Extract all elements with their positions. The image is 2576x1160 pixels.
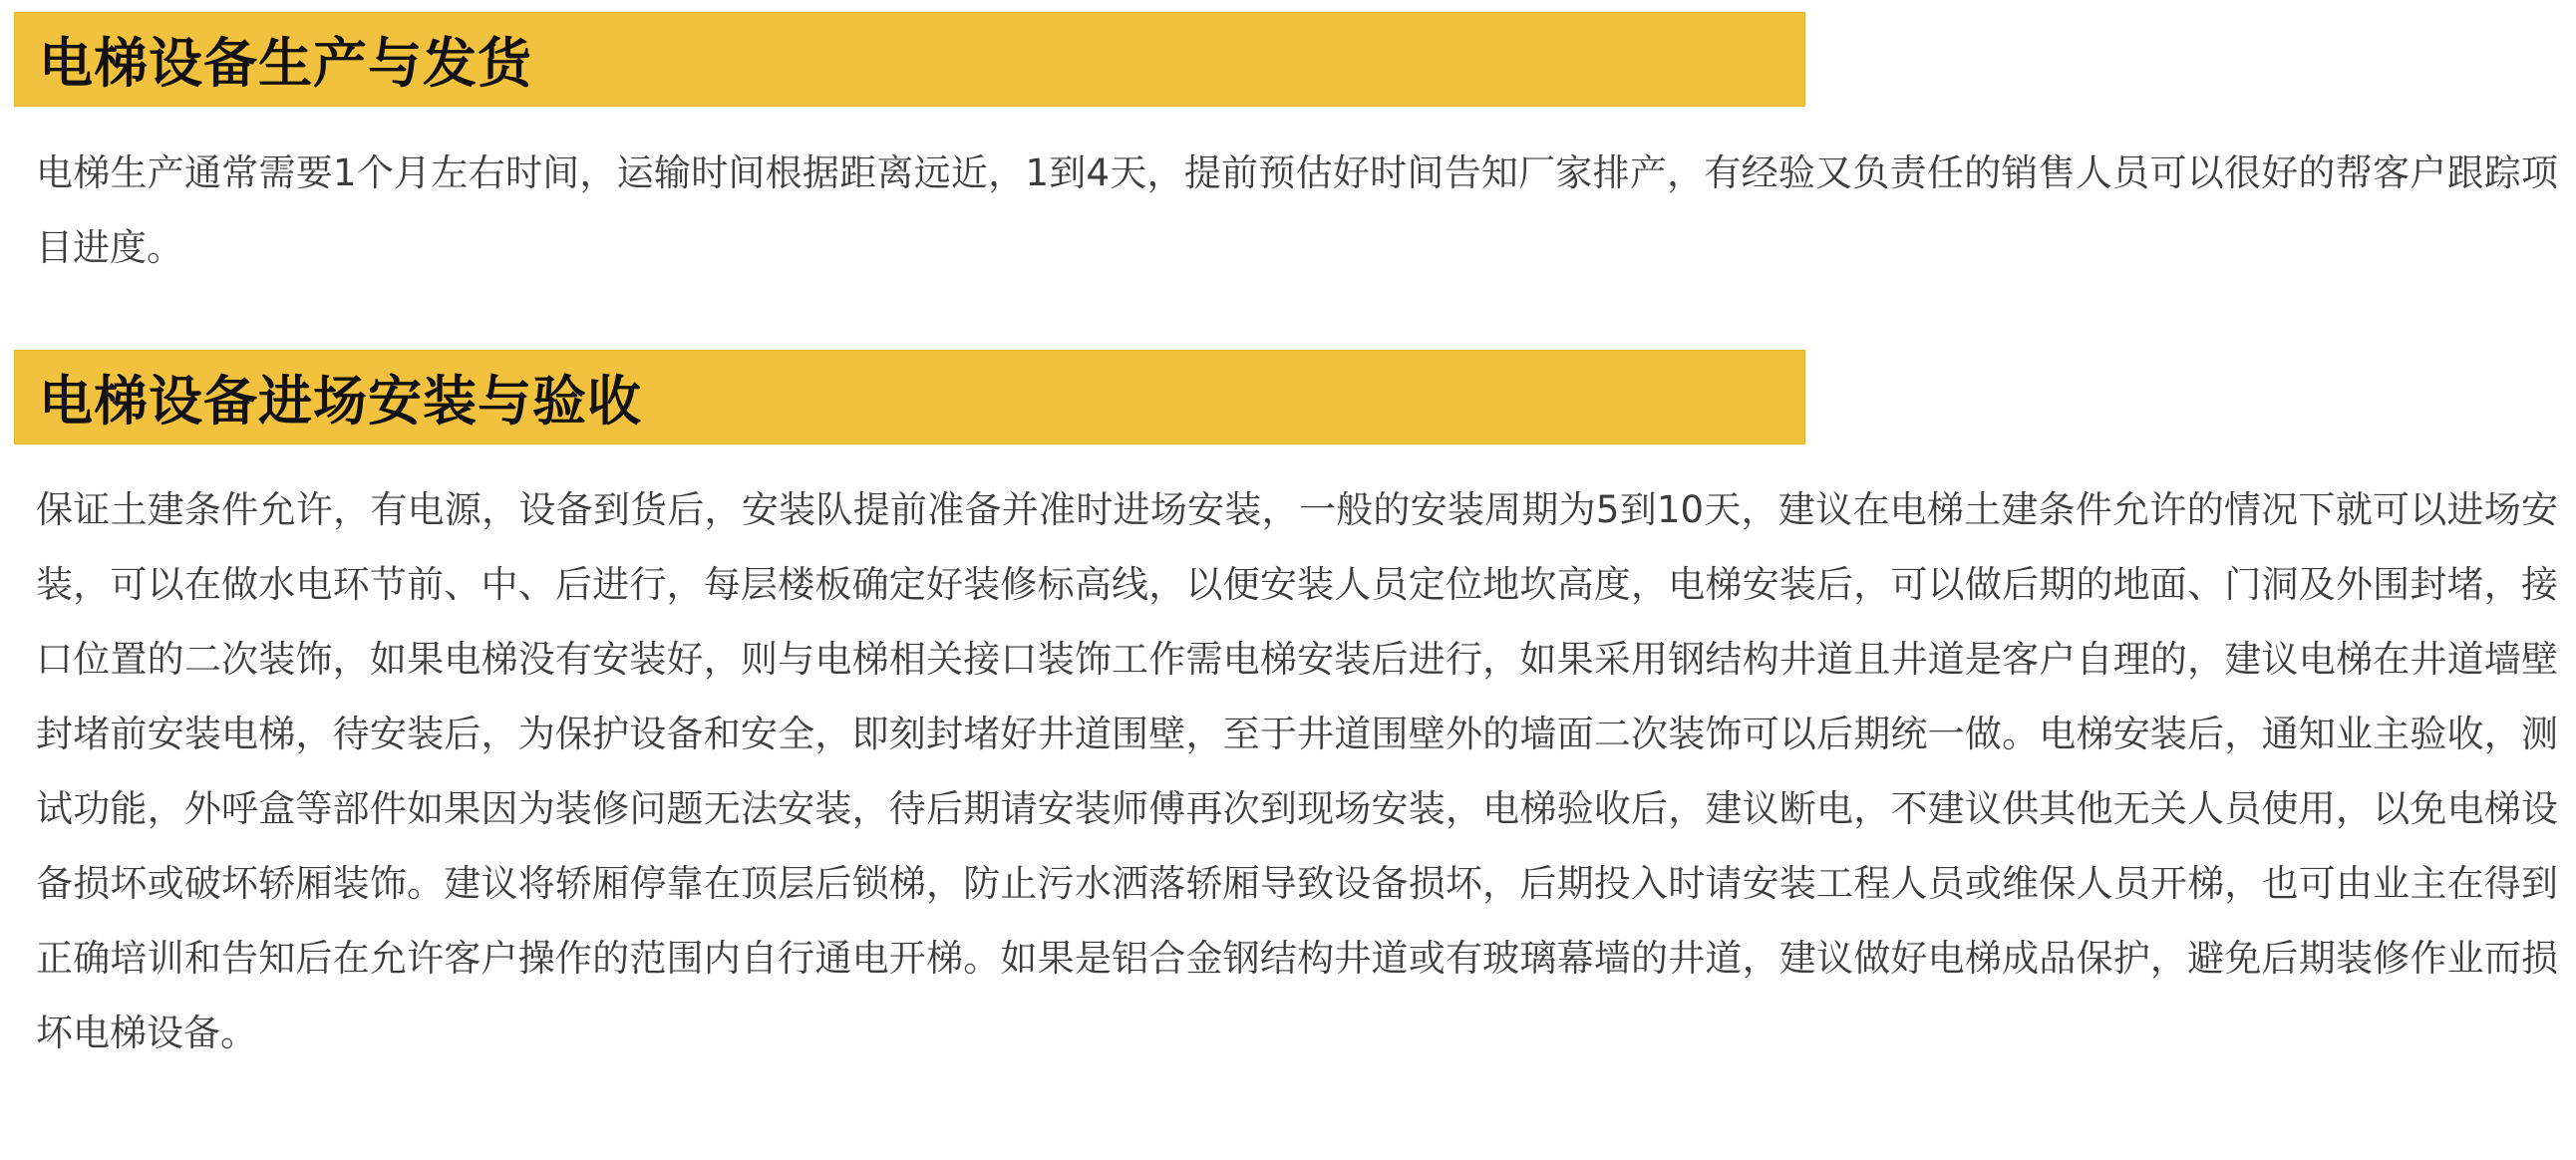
section-title: 电梯设备生产与发货 [39,32,532,95]
section-paragraph-installation-acceptance: 保证土建条件允许，有电源，设备到货后，安装队提前准备并准时进场安装，一般的安装周期为5到10天，建议在电梯土建条件允许的情况下就可以进场安装，可以在做水电环节前、中、后进行，每层楼板确定好装修标高线，以便安装人员定位地坎高度，电梯安装后，可以做后期的地面、门洞及外围封堵，接口位置的二次装饰，如果电梯没有安装好，则与电梯相关接口装饰工作需电梯安装后进行，如果采用钢结构井道且井道是客户自理的，建议电梯在井道墙壁封堵前安装电梯，待安装后，为保护设备和安全，即刻封堵好井道围壁，至于井道围壁外的墙面二次装饰可以后期统一做。电梯安装后，通知业主验收，测试功能，外呼盒等部件如果因为装修问题无法安装，待后期请安装师傅再次到现场安装，电梯验收后，建议断电，不建议供其他无关人员使用，以免电梯设备损坏或破坏轿厢装饰。建议将轿厢停靠在顶层后锁梯，防止污水洒落轿厢导致设备损坏，后期投入时请安装工程人员或维保人员开梯，也可由业主在得到正确培训和告知后在允许客户操作的范围内自行通电开梯。如果是铝合金钢结构井道或有玻璃幕墙的井道，建议做好电梯成品保护，避免后期装修作业而损坏电梯设备。 [36,488,2558,1054]
section-heading-production-shipping [14,12,1805,107]
section-paragraph-production-shipping: 电梯生产通常需要1个月左右时间，运输时间根据距离远近，1到4天，提前预估好时间告知厂家排产，有经验又负责任的销售人员可以很好的帮客户跟踪项目进度。 [36,151,2558,269]
section-heading-installation-acceptance [14,350,1805,444]
section-title: 电梯设备进场安装与验收 [39,370,642,433]
